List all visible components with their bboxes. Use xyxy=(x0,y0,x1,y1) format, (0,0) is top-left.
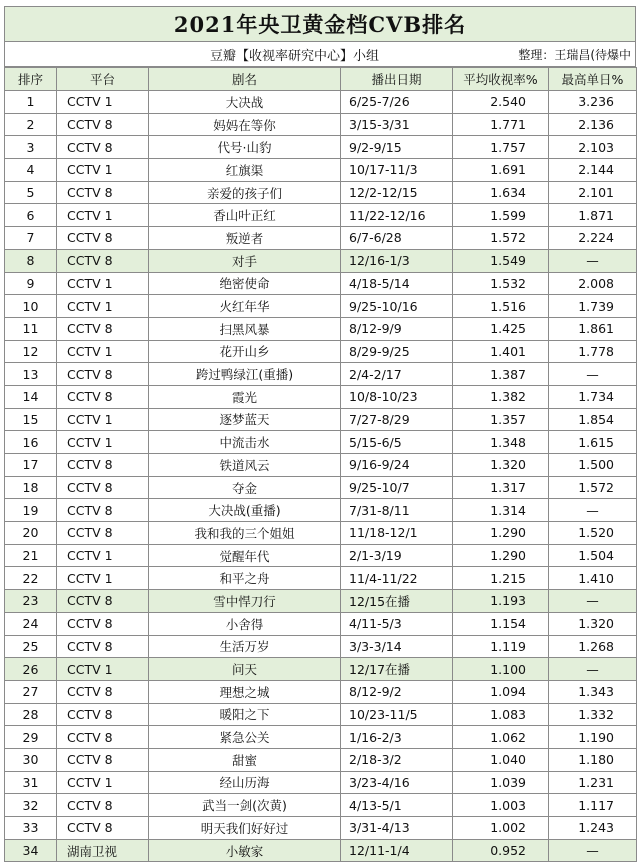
rank-cell: 9 xyxy=(5,272,57,295)
airdate-cell: 11/4-11/22 xyxy=(341,567,453,590)
avg-rating-cell: 1.516 xyxy=(453,295,549,318)
avg-rating-cell: 1.215 xyxy=(453,567,549,590)
drama-cell: 火红年华 xyxy=(149,295,341,318)
avg-rating-cell: 1.002 xyxy=(453,817,549,840)
drama-cell: 大决战(重播) xyxy=(149,499,341,522)
table-row xyxy=(5,476,637,499)
table-row xyxy=(5,612,637,635)
avg-rating-cell: 1.599 xyxy=(453,204,549,227)
drama-cell: 紧急公关 xyxy=(149,726,341,749)
avg-rating-cell: 1.425 xyxy=(453,317,549,340)
rank-cell: 33 xyxy=(5,817,57,840)
rank-cell: 21 xyxy=(5,544,57,567)
avg-rating-cell: 1.757 xyxy=(453,136,549,159)
platform-cell: CCTV 8 xyxy=(57,680,149,703)
rank-cell: 11 xyxy=(5,317,57,340)
max-rating-cell: — xyxy=(549,249,637,272)
rank-cell: 6 xyxy=(5,204,57,227)
table-row xyxy=(5,227,637,250)
airdate-cell: 9/16-9/24 xyxy=(341,454,453,477)
table-row xyxy=(5,272,637,295)
table-row xyxy=(5,544,637,567)
table-row xyxy=(5,317,637,340)
rank-cell: 24 xyxy=(5,612,57,635)
table-body xyxy=(5,91,637,862)
airdate-cell: 6/25-7/26 xyxy=(341,91,453,114)
platform-cell: CCTV 1 xyxy=(57,408,149,431)
avg-rating-cell: 1.083 xyxy=(453,703,549,726)
drama-cell: 绝密使命 xyxy=(149,272,341,295)
avg-rating-cell: 1.154 xyxy=(453,612,549,635)
airdate-cell: 10/17-11/3 xyxy=(341,159,453,182)
platform-cell: CCTV 8 xyxy=(57,181,149,204)
platform-cell: CCTV 1 xyxy=(57,567,149,590)
airdate-cell: 12/15在播 xyxy=(341,590,453,613)
drama-cell: 红旗渠 xyxy=(149,159,341,182)
max-rating-cell: 1.190 xyxy=(549,726,637,749)
table-row xyxy=(5,499,637,522)
rank-cell: 31 xyxy=(5,771,57,794)
rank-cell: 32 xyxy=(5,794,57,817)
platform-cell: CCTV 8 xyxy=(57,227,149,250)
max-rating-cell: — xyxy=(549,363,637,386)
drama-cell: 代号·山豹 xyxy=(149,136,341,159)
airdate-cell: 7/27-8/29 xyxy=(341,408,453,431)
max-rating-cell: 2.136 xyxy=(549,113,637,136)
table-row xyxy=(5,431,637,454)
rank-cell: 29 xyxy=(5,726,57,749)
max-rating-cell: 1.778 xyxy=(549,340,637,363)
avg-rating-cell: 2.540 xyxy=(453,91,549,114)
drama-cell: 花开山乡 xyxy=(149,340,341,363)
avg-rating-cell: 1.290 xyxy=(453,544,549,567)
drama-cell: 大决战 xyxy=(149,91,341,114)
airdate-cell: 2/1-3/19 xyxy=(341,544,453,567)
credit-label: 整理：王瑞昌(待爆中 xyxy=(518,48,631,62)
max-rating-cell: 2.103 xyxy=(549,136,637,159)
avg-rating-cell: 1.314 xyxy=(453,499,549,522)
table-row xyxy=(5,794,637,817)
table-row xyxy=(5,680,637,703)
header-platform: 平台 xyxy=(57,68,149,91)
avg-rating-cell: 1.348 xyxy=(453,431,549,454)
airdate-cell: 6/7-6/28 xyxy=(341,227,453,250)
drama-cell: 明天我们好好过 xyxy=(149,817,341,840)
rank-cell: 27 xyxy=(5,680,57,703)
drama-cell: 武当一剑(次黄) xyxy=(149,794,341,817)
airdate-cell: 9/2-9/15 xyxy=(341,136,453,159)
drama-cell: 香山叶正红 xyxy=(149,204,341,227)
header-max-rating: 最高单日% xyxy=(549,68,637,91)
drama-cell: 小敏家 xyxy=(149,839,341,862)
rank-cell: 2 xyxy=(5,113,57,136)
drama-cell: 叛逆者 xyxy=(149,227,341,250)
max-rating-cell: 1.243 xyxy=(549,817,637,840)
platform-cell: CCTV 8 xyxy=(57,522,149,545)
platform-cell: CCTV 8 xyxy=(57,454,149,477)
drama-cell: 妈妈在等你 xyxy=(149,113,341,136)
platform-cell: CCTV 8 xyxy=(57,590,149,613)
airdate-cell: 12/17在播 xyxy=(341,658,453,681)
platform-cell: CCTV 8 xyxy=(57,385,149,408)
drama-cell: 中流击水 xyxy=(149,431,341,454)
table-row xyxy=(5,181,637,204)
airdate-cell: 8/12-9/2 xyxy=(341,680,453,703)
drama-cell: 和平之舟 xyxy=(149,567,341,590)
ranking-table xyxy=(4,67,637,862)
table-row xyxy=(5,159,637,182)
drama-cell: 甜蜜 xyxy=(149,748,341,771)
airdate-cell: 4/18-5/14 xyxy=(341,272,453,295)
max-rating-cell: — xyxy=(549,839,637,862)
rank-cell: 23 xyxy=(5,590,57,613)
airdate-cell: 3/31-4/13 xyxy=(341,817,453,840)
rank-cell: 18 xyxy=(5,476,57,499)
max-rating-cell: 1.117 xyxy=(549,794,637,817)
rank-cell: 16 xyxy=(5,431,57,454)
avg-rating-cell: 1.532 xyxy=(453,272,549,295)
drama-cell: 扫黑风暴 xyxy=(149,317,341,340)
platform-cell: CCTV 8 xyxy=(57,726,149,749)
avg-rating-cell: 1.320 xyxy=(453,454,549,477)
platform-cell: CCTV 8 xyxy=(57,748,149,771)
table-row xyxy=(5,658,637,681)
airdate-cell: 12/2-12/15 xyxy=(341,181,453,204)
table-row xyxy=(5,136,637,159)
airdate-cell: 2/4-2/17 xyxy=(341,363,453,386)
drama-cell: 暖阳之下 xyxy=(149,703,341,726)
table-row xyxy=(5,340,637,363)
airdate-cell: 8/12-9/9 xyxy=(341,317,453,340)
platform-cell: CCTV 1 xyxy=(57,431,149,454)
table-row xyxy=(5,726,637,749)
rank-cell: 1 xyxy=(5,91,57,114)
table-row xyxy=(5,817,637,840)
rank-cell: 20 xyxy=(5,522,57,545)
avg-rating-cell: 1.039 xyxy=(453,771,549,794)
airdate-cell: 8/29-9/25 xyxy=(341,340,453,363)
sheet-title: 2021年央卫黄金档CVB排名 xyxy=(4,6,636,42)
header-avg-rating: 平均收视率% xyxy=(453,68,549,91)
table-row xyxy=(5,522,637,545)
rank-cell: 7 xyxy=(5,227,57,250)
table-row xyxy=(5,635,637,658)
avg-rating-cell: 1.549 xyxy=(453,249,549,272)
rank-cell: 26 xyxy=(5,658,57,681)
rank-cell: 28 xyxy=(5,703,57,726)
platform-cell: CCTV 8 xyxy=(57,794,149,817)
table-row xyxy=(5,204,637,227)
avg-rating-cell: 1.387 xyxy=(453,363,549,386)
rank-cell: 19 xyxy=(5,499,57,522)
max-rating-cell: — xyxy=(549,590,637,613)
platform-cell: CCTV 8 xyxy=(57,635,149,658)
platform-cell: CCTV 8 xyxy=(57,317,149,340)
platform-cell: CCTV 8 xyxy=(57,499,149,522)
avg-rating-cell: 1.771 xyxy=(453,113,549,136)
rank-cell: 25 xyxy=(5,635,57,658)
platform-cell: CCTV 1 xyxy=(57,272,149,295)
drama-cell: 夺金 xyxy=(149,476,341,499)
table-row xyxy=(5,408,637,431)
avg-rating-cell: 1.357 xyxy=(453,408,549,431)
max-rating-cell: 1.504 xyxy=(549,544,637,567)
source-label: 豆瓣【收视率研究中心】小组 xyxy=(210,49,380,64)
avg-rating-cell: 1.040 xyxy=(453,748,549,771)
table-row xyxy=(5,839,637,862)
max-rating-cell: 1.500 xyxy=(549,454,637,477)
header-rank: 排序 xyxy=(5,68,57,91)
platform-cell: CCTV 8 xyxy=(57,363,149,386)
rank-cell: 10 xyxy=(5,295,57,318)
avg-rating-cell: 1.100 xyxy=(453,658,549,681)
ranking-sheet xyxy=(4,6,636,862)
platform-cell: CCTV 1 xyxy=(57,340,149,363)
max-rating-cell: 2.008 xyxy=(549,272,637,295)
avg-rating-cell: 1.094 xyxy=(453,680,549,703)
rank-cell: 15 xyxy=(5,408,57,431)
rank-cell: 30 xyxy=(5,748,57,771)
airdate-cell: 1/16-2/3 xyxy=(341,726,453,749)
airdate-cell: 9/25-10/16 xyxy=(341,295,453,318)
max-rating-cell: 1.268 xyxy=(549,635,637,658)
avg-rating-cell: 1.634 xyxy=(453,181,549,204)
drama-cell: 生活万岁 xyxy=(149,635,341,658)
header-row xyxy=(5,68,637,91)
platform-cell: CCTV 8 xyxy=(57,476,149,499)
rank-cell: 5 xyxy=(5,181,57,204)
max-rating-cell: 1.734 xyxy=(549,385,637,408)
max-rating-cell: 2.144 xyxy=(549,159,637,182)
rank-cell: 13 xyxy=(5,363,57,386)
platform-cell: CCTV 1 xyxy=(57,159,149,182)
header-airdate: 播出日期 xyxy=(341,68,453,91)
drama-cell: 亲爱的孩子们 xyxy=(149,181,341,204)
platform-cell: CCTV 1 xyxy=(57,771,149,794)
airdate-cell: 11/22-12/16 xyxy=(341,204,453,227)
airdate-cell: 3/15-3/31 xyxy=(341,113,453,136)
drama-cell: 问天 xyxy=(149,658,341,681)
platform-cell: CCTV 8 xyxy=(57,703,149,726)
max-rating-cell: 2.101 xyxy=(549,181,637,204)
max-rating-cell: 1.572 xyxy=(549,476,637,499)
max-rating-cell: 1.520 xyxy=(549,522,637,545)
table-row xyxy=(5,703,637,726)
rank-cell: 8 xyxy=(5,249,57,272)
drama-cell: 我和我的三个姐姐 xyxy=(149,522,341,545)
avg-rating-cell: 1.003 xyxy=(453,794,549,817)
airdate-cell: 3/23-4/16 xyxy=(341,771,453,794)
subtitle-row xyxy=(4,42,636,67)
table-row xyxy=(5,249,637,272)
rank-cell: 4 xyxy=(5,159,57,182)
max-rating-cell: 1.180 xyxy=(549,748,637,771)
avg-rating-cell: 1.193 xyxy=(453,590,549,613)
drama-cell: 跨过鸭绿江(重播) xyxy=(149,363,341,386)
rank-cell: 12 xyxy=(5,340,57,363)
table-row xyxy=(5,590,637,613)
airdate-cell: 12/16-1/3 xyxy=(341,249,453,272)
avg-rating-cell: 0.952 xyxy=(453,839,549,862)
drama-cell: 小舍得 xyxy=(149,612,341,635)
airdate-cell: 9/25-10/7 xyxy=(341,476,453,499)
avg-rating-cell: 1.317 xyxy=(453,476,549,499)
table-row xyxy=(5,363,637,386)
drama-cell: 铁道风云 xyxy=(149,454,341,477)
airdate-cell: 12/11-1/4 xyxy=(341,839,453,862)
max-rating-cell: 1.320 xyxy=(549,612,637,635)
avg-rating-cell: 1.572 xyxy=(453,227,549,250)
table-row xyxy=(5,771,637,794)
max-rating-cell: 1.343 xyxy=(549,680,637,703)
avg-rating-cell: 1.290 xyxy=(453,522,549,545)
max-rating-cell: 1.332 xyxy=(549,703,637,726)
max-rating-cell: 1.410 xyxy=(549,567,637,590)
platform-cell: 湖南卫视 xyxy=(57,839,149,862)
platform-cell: CCTV 1 xyxy=(57,295,149,318)
drama-cell: 理想之城 xyxy=(149,680,341,703)
rank-cell: 14 xyxy=(5,385,57,408)
drama-cell: 雪中悍刀行 xyxy=(149,590,341,613)
platform-cell: CCTV 8 xyxy=(57,249,149,272)
max-rating-cell: 2.224 xyxy=(549,227,637,250)
rank-cell: 3 xyxy=(5,136,57,159)
airdate-cell: 4/13-5/1 xyxy=(341,794,453,817)
header-drama: 剧名 xyxy=(149,68,341,91)
rank-cell: 34 xyxy=(5,839,57,862)
platform-cell: CCTV 1 xyxy=(57,544,149,567)
max-rating-cell: 1.739 xyxy=(549,295,637,318)
max-rating-cell: — xyxy=(549,658,637,681)
avg-rating-cell: 1.062 xyxy=(453,726,549,749)
platform-cell: CCTV 1 xyxy=(57,91,149,114)
airdate-cell: 2/18-3/2 xyxy=(341,748,453,771)
airdate-cell: 7/31-8/11 xyxy=(341,499,453,522)
max-rating-cell: 1.871 xyxy=(549,204,637,227)
airdate-cell: 4/11-5/3 xyxy=(341,612,453,635)
platform-cell: CCTV 8 xyxy=(57,136,149,159)
max-rating-cell: 1.854 xyxy=(549,408,637,431)
table-row xyxy=(5,454,637,477)
max-rating-cell: 3.236 xyxy=(549,91,637,114)
table-row xyxy=(5,113,637,136)
max-rating-cell: — xyxy=(549,499,637,522)
avg-rating-cell: 1.119 xyxy=(453,635,549,658)
table-row xyxy=(5,385,637,408)
drama-cell: 逐梦蓝天 xyxy=(149,408,341,431)
max-rating-cell: 1.231 xyxy=(549,771,637,794)
platform-cell: CCTV 8 xyxy=(57,612,149,635)
rank-cell: 17 xyxy=(5,454,57,477)
platform-cell: CCTV 1 xyxy=(57,204,149,227)
airdate-cell: 5/15-6/5 xyxy=(341,431,453,454)
airdate-cell: 3/3-3/14 xyxy=(341,635,453,658)
platform-cell: CCTV 8 xyxy=(57,113,149,136)
drama-cell: 觉醒年代 xyxy=(149,544,341,567)
table-row xyxy=(5,748,637,771)
table-row xyxy=(5,567,637,590)
drama-cell: 对手 xyxy=(149,249,341,272)
airdate-cell: 10/23-11/5 xyxy=(341,703,453,726)
drama-cell: 霞光 xyxy=(149,385,341,408)
platform-cell: CCTV 1 xyxy=(57,658,149,681)
table-row xyxy=(5,91,637,114)
platform-cell: CCTV 8 xyxy=(57,817,149,840)
avg-rating-cell: 1.401 xyxy=(453,340,549,363)
airdate-cell: 11/18-12/1 xyxy=(341,522,453,545)
rank-cell: 22 xyxy=(5,567,57,590)
max-rating-cell: 1.861 xyxy=(549,317,637,340)
drama-cell: 经山历海 xyxy=(149,771,341,794)
airdate-cell: 10/8-10/23 xyxy=(341,385,453,408)
table-row xyxy=(5,295,637,318)
avg-rating-cell: 1.691 xyxy=(453,159,549,182)
avg-rating-cell: 1.382 xyxy=(453,385,549,408)
max-rating-cell: 1.615 xyxy=(549,431,637,454)
